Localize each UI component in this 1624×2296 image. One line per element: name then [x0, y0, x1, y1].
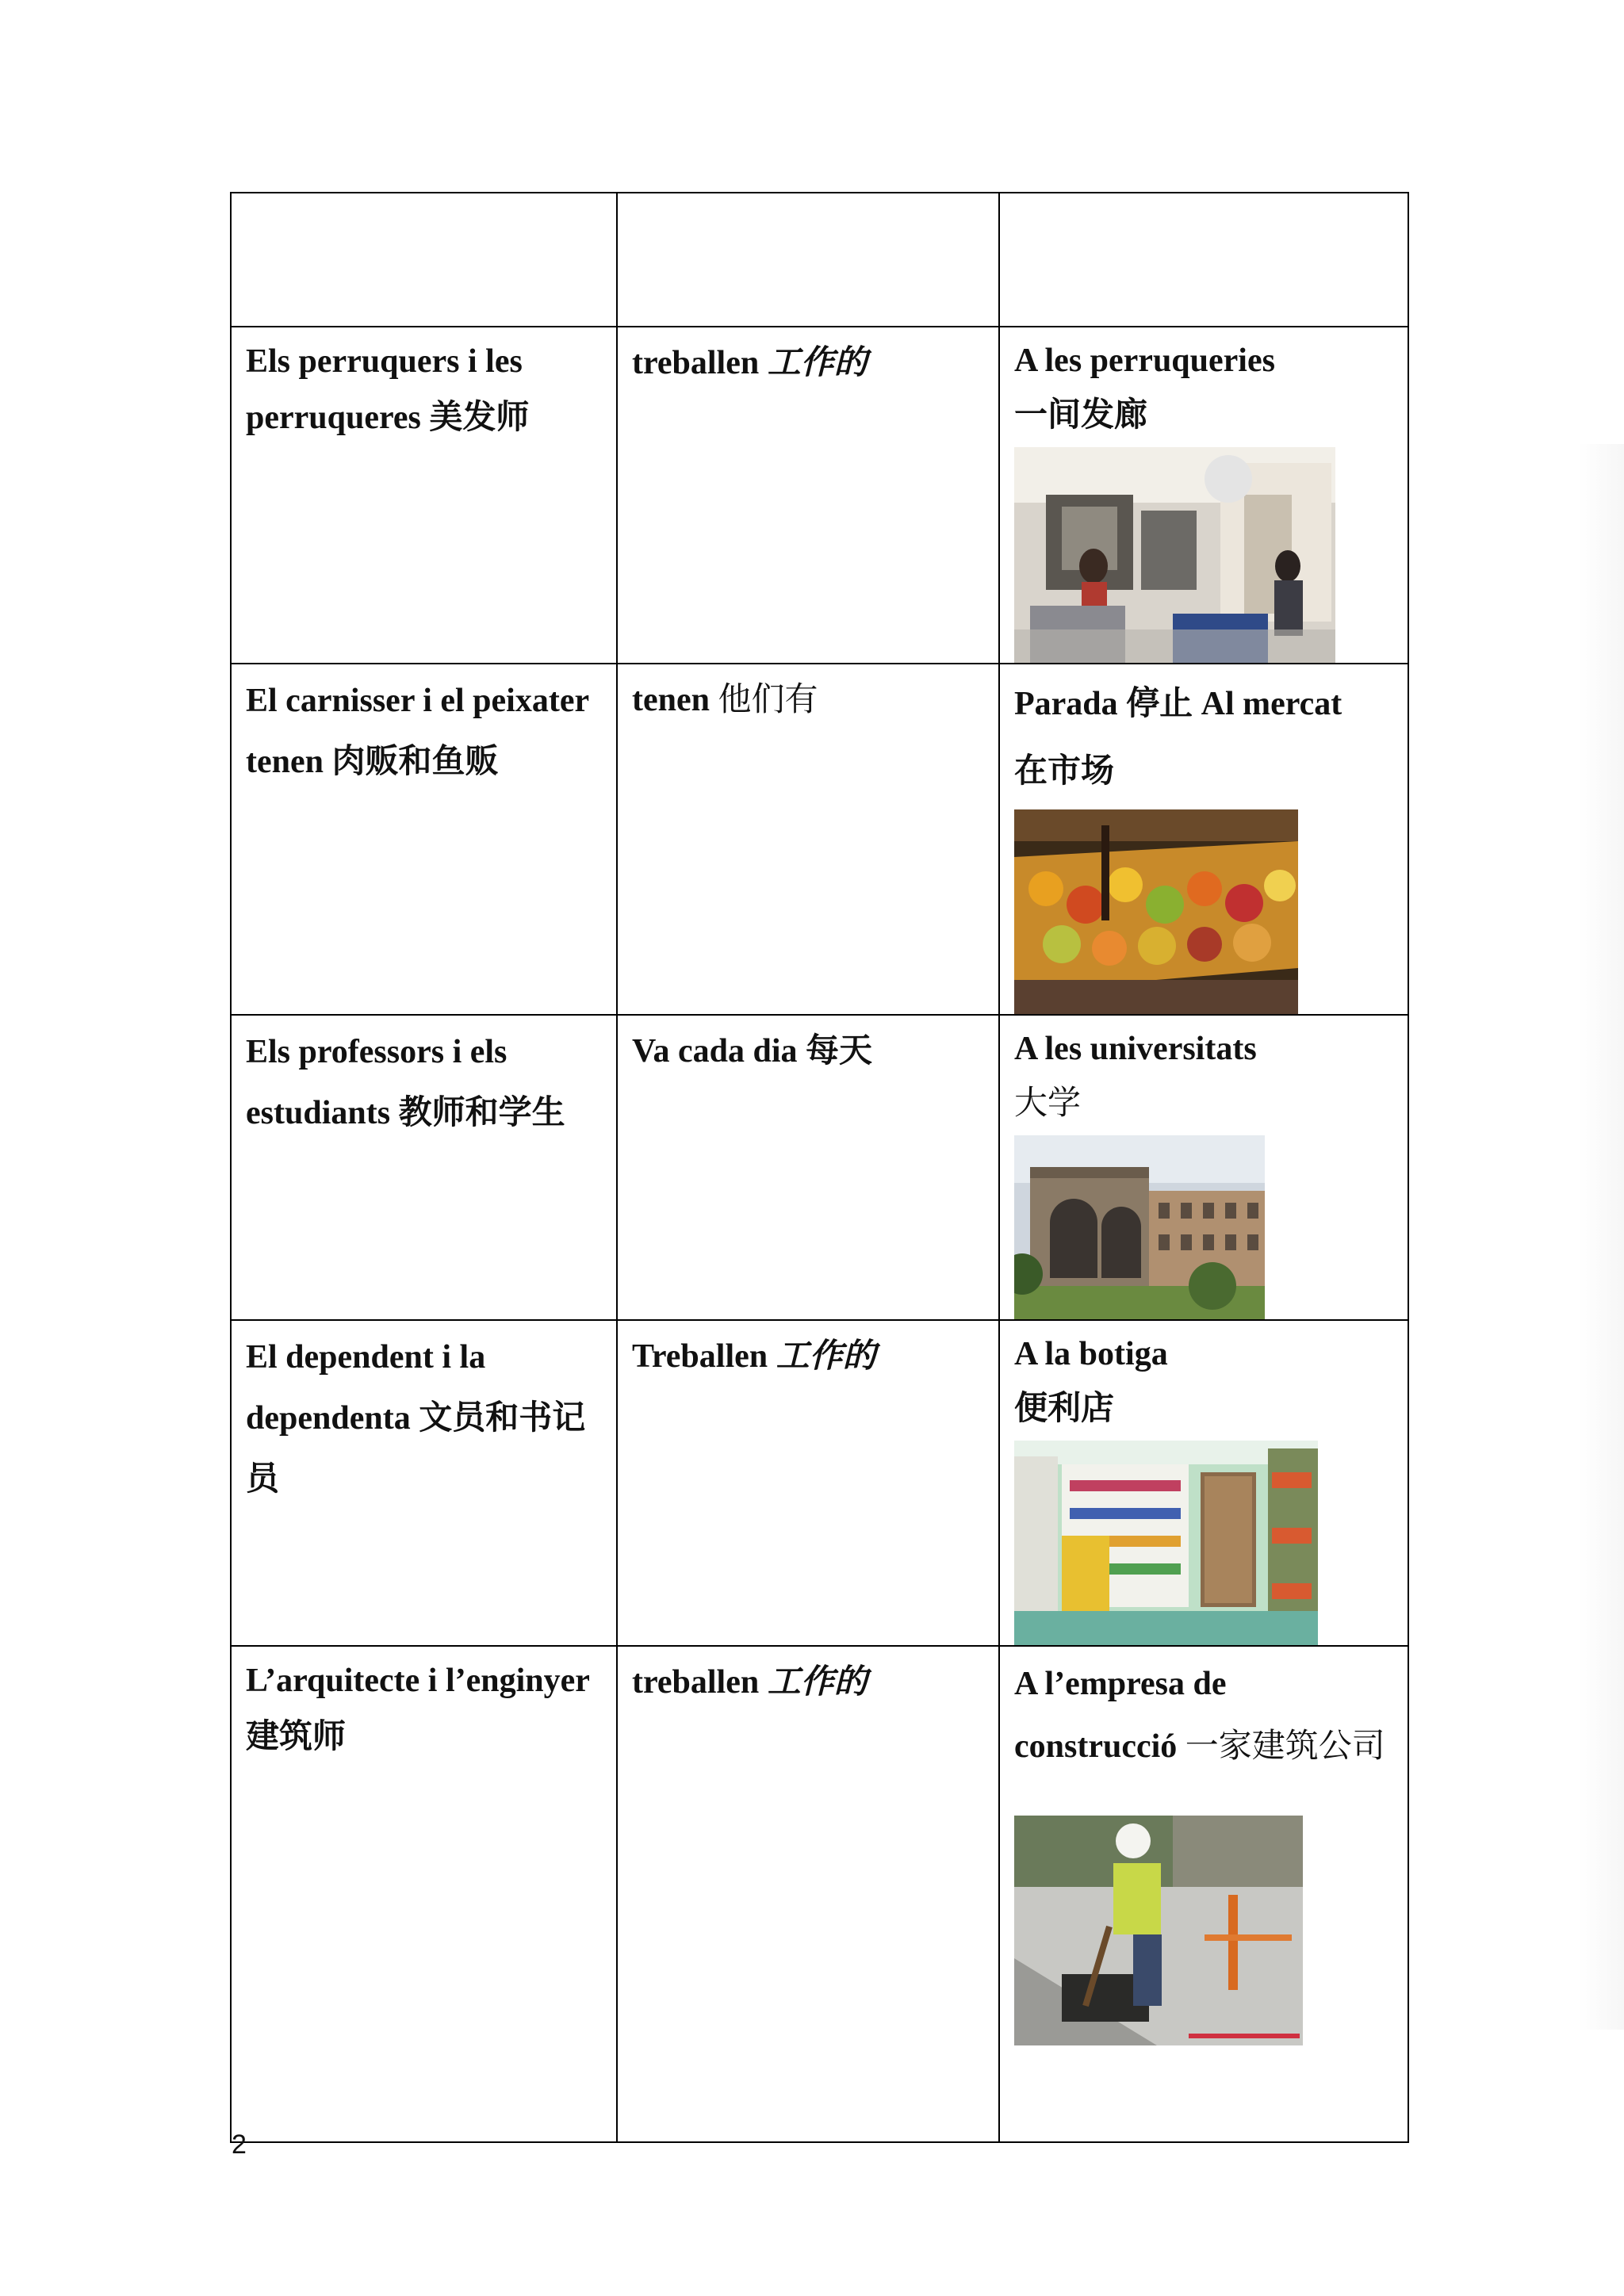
market-stall-photo	[1014, 809, 1393, 1014]
place-text: A les universitats	[1014, 1031, 1257, 1067]
verb-text: treballen	[632, 1664, 760, 1701]
cell-verb	[617, 1015, 999, 1320]
who-text: El dependent i la dependenta	[246, 1339, 486, 1437]
cell-verb	[617, 1320, 999, 1646]
cell-who	[231, 193, 617, 327]
who-text: Els professors i els estudiants	[246, 1034, 508, 1131]
cell-who	[231, 664, 617, 1015]
who-text: L’arquitecte i l’enginyer	[246, 1663, 590, 1699]
cell-place	[999, 664, 1408, 1015]
table-row	[231, 1015, 1408, 1320]
verb-text: Va cada dia	[632, 1033, 798, 1070]
table-row	[231, 1320, 1408, 1646]
who-chinese: 教师和学生	[398, 1093, 565, 1131]
cell-place	[999, 1320, 1408, 1646]
cell-verb	[617, 193, 999, 327]
who-chinese: 建筑师	[246, 1716, 347, 1755]
verb-text: Treballen	[632, 1338, 768, 1375]
table-row	[231, 664, 1408, 1015]
verb-text: tenen	[632, 682, 710, 718]
table-row	[231, 193, 1408, 327]
cell-place	[999, 327, 1408, 664]
convenience-store-photo	[1014, 1441, 1393, 1645]
verb-text: treballen	[632, 345, 760, 381]
cell-verb	[617, 327, 999, 664]
place-text: A la botiga	[1014, 1336, 1168, 1372]
cell-place	[999, 193, 1408, 327]
place-text: Parada 停止 Al mercat	[1014, 686, 1342, 722]
verb-chinese: 每天	[806, 1031, 873, 1070]
place-text: A l’empresa de construcció	[1014, 1666, 1227, 1765]
table-row	[231, 1646, 1408, 2142]
cell-place	[999, 1015, 1408, 1320]
cell-who	[231, 1646, 617, 2142]
hair-salon-photo	[1014, 447, 1393, 663]
verb-chinese: 工作的	[767, 342, 868, 381]
place-text: A les perruqueries	[1014, 342, 1275, 379]
vocabulary-table	[230, 192, 1409, 2143]
place-chinese: 一间发廊	[1014, 395, 1148, 434]
cell-who	[231, 1320, 617, 1646]
who-chinese: 文员和书记员	[246, 1398, 586, 1498]
cell-who	[231, 1015, 617, 1320]
table-row	[231, 327, 1408, 664]
scan-edge-shade	[1578, 444, 1624, 2030]
page-number: 2	[232, 2130, 247, 2160]
verb-chinese: 他们有	[718, 679, 818, 718]
place-chinese: 便利店	[1014, 1388, 1115, 1427]
university-building-photo	[1014, 1135, 1393, 1319]
who-chinese: 美发师	[429, 397, 530, 436]
cell-place	[999, 1646, 1408, 2142]
who-text: Els perruquers i les perruqueres	[246, 343, 523, 436]
who-chinese: 肉贩和鱼贩	[331, 741, 499, 780]
place-chinese: 在市场	[1014, 751, 1115, 790]
verb-chinese: 工作的	[767, 1662, 868, 1701]
place-chinese: 大学	[1014, 1083, 1082, 1122]
cell-verb	[617, 1646, 999, 2142]
verb-chinese: 工作的	[776, 1336, 876, 1375]
cell-verb	[617, 664, 999, 1015]
cell-who	[231, 327, 617, 664]
construction-worker-photo	[1014, 1816, 1393, 2045]
who-text: El carnisser i el peixater tenen	[246, 683, 589, 780]
place-chinese: 一家建筑公司	[1185, 1726, 1385, 1765]
